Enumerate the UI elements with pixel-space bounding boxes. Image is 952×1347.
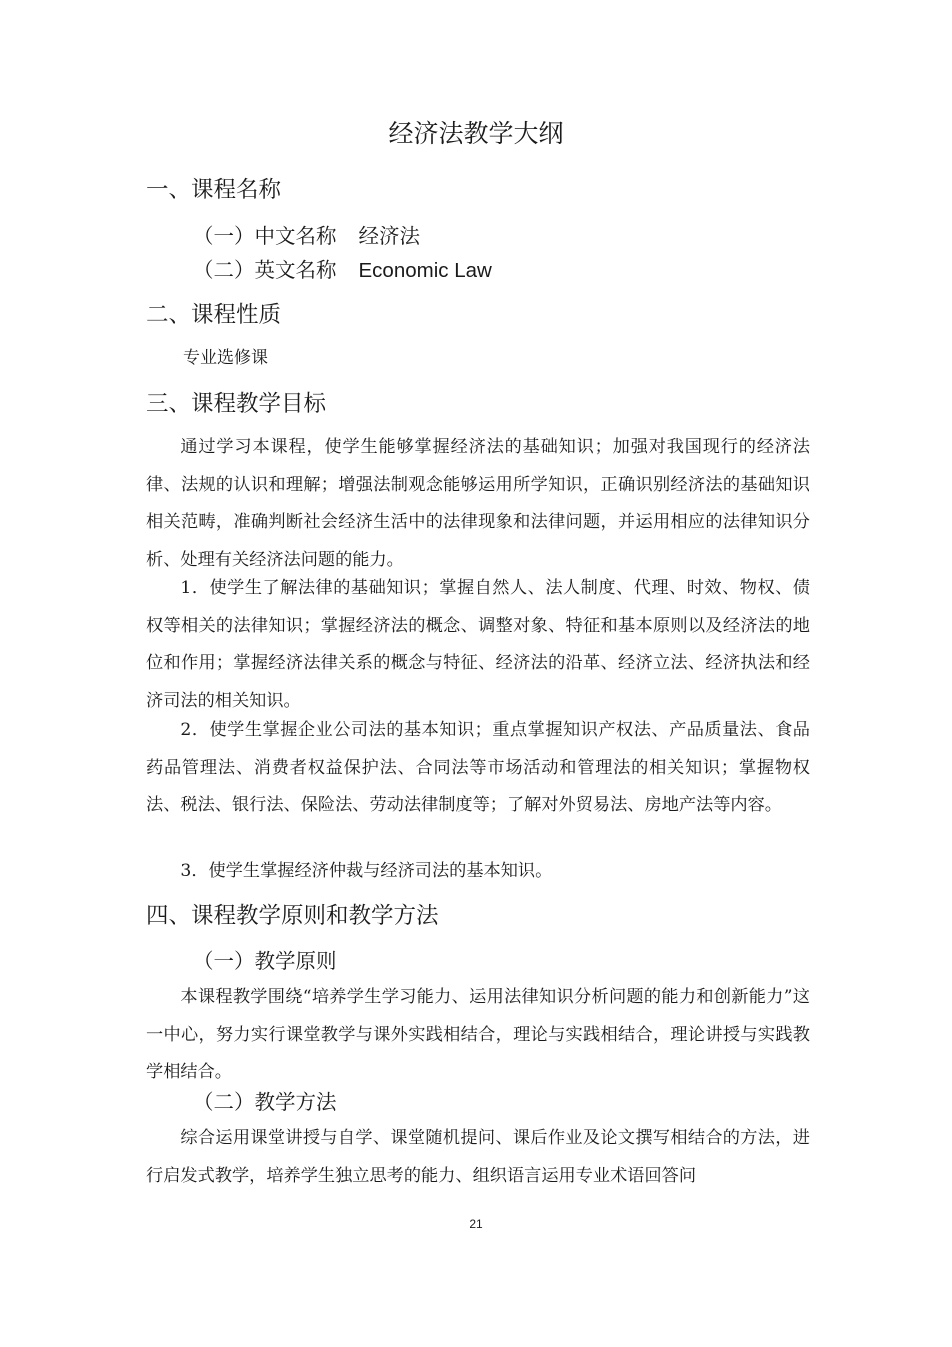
principles-paragraph: 本课程教学围绕“培养学生学习能力、运用法律知识分析问题的能力和创新能力”这一中心，努力实行课堂教学与课外实践相结合，理论与实践相结合，理论讲授与实践教学相结合。 xyxy=(146,987,810,1083)
english-name-value: Economic Law xyxy=(358,259,492,282)
page-number: 21 xyxy=(469,1217,483,1231)
objective-item-1: 1．使学生了解法律的基础知识；掌握自然人、法人制度、代理、时效、物权、债权等相关的法律知识；掌握经济法的概念、调整对象、特征和基本原则以及经济法的地位和作用；掌握经济法律关系的概念与特征、经济法的沿革、经济立法、经济执法和经济司法的相关知识。 xyxy=(146,578,810,711)
objective-item-3: 3．使学生掌握经济仲裁与经济司法的基本知识。 xyxy=(180,861,553,881)
english-name-row xyxy=(193,255,492,286)
chinese-name-value: 经济法 xyxy=(358,224,420,248)
section-heading-objectives: 三、课程教学目标 xyxy=(146,391,327,417)
section-heading-course-nature: 二、课程性质 xyxy=(146,302,282,328)
document-title: 经济法教学大纲 xyxy=(388,119,564,148)
objective-item-2: 2．使学生掌握企业公司法的基本知识；重点掌握知识产权法、产品质量法、食品药品管理法、消费者权益保护法、合同法等市场活动和管理法的相关知识；掌握物权法、税法、银行法、保险法、劳动法律制度等；了解对外贸易法、房地产法等内容。 xyxy=(146,720,810,816)
chinese-name-row xyxy=(193,221,420,251)
section-heading-course-name: 一、课程名称 xyxy=(146,177,282,203)
subsection-heading-methods: （二）教学方法 xyxy=(193,1090,337,1114)
methods-paragraph: 综合运用课堂讲授与自学、课堂随机提问、课后作业及论文撰写相结合的方法，进行启发式教学，培养学生独立思考的能力、组织语言运用专业术语回答问 xyxy=(146,1128,810,1186)
section-heading-principles-methods: 四、课程教学原则和教学方法 xyxy=(146,903,439,929)
objectives-intro-paragraph: 通过学习本课程，使学生能够掌握经济法的基础知识；加强对我国现行的经济法律、法规的认识和理解；增强法制观念能够运用所学知识，正确识别经济法的基础知识相关范畴，准确判断社会经济生活中的法律现象和法律问题，并运用相应的法律知识分析、处理有关经济法问题的能力。 xyxy=(146,437,810,570)
subsection-heading-principles: （一）教学原则 xyxy=(193,949,337,973)
chinese-name-label: （一）中文名称 xyxy=(193,224,337,248)
english-name-label: （二）英文名称 xyxy=(193,258,337,282)
course-nature-text: 专业选修课 xyxy=(183,348,268,368)
